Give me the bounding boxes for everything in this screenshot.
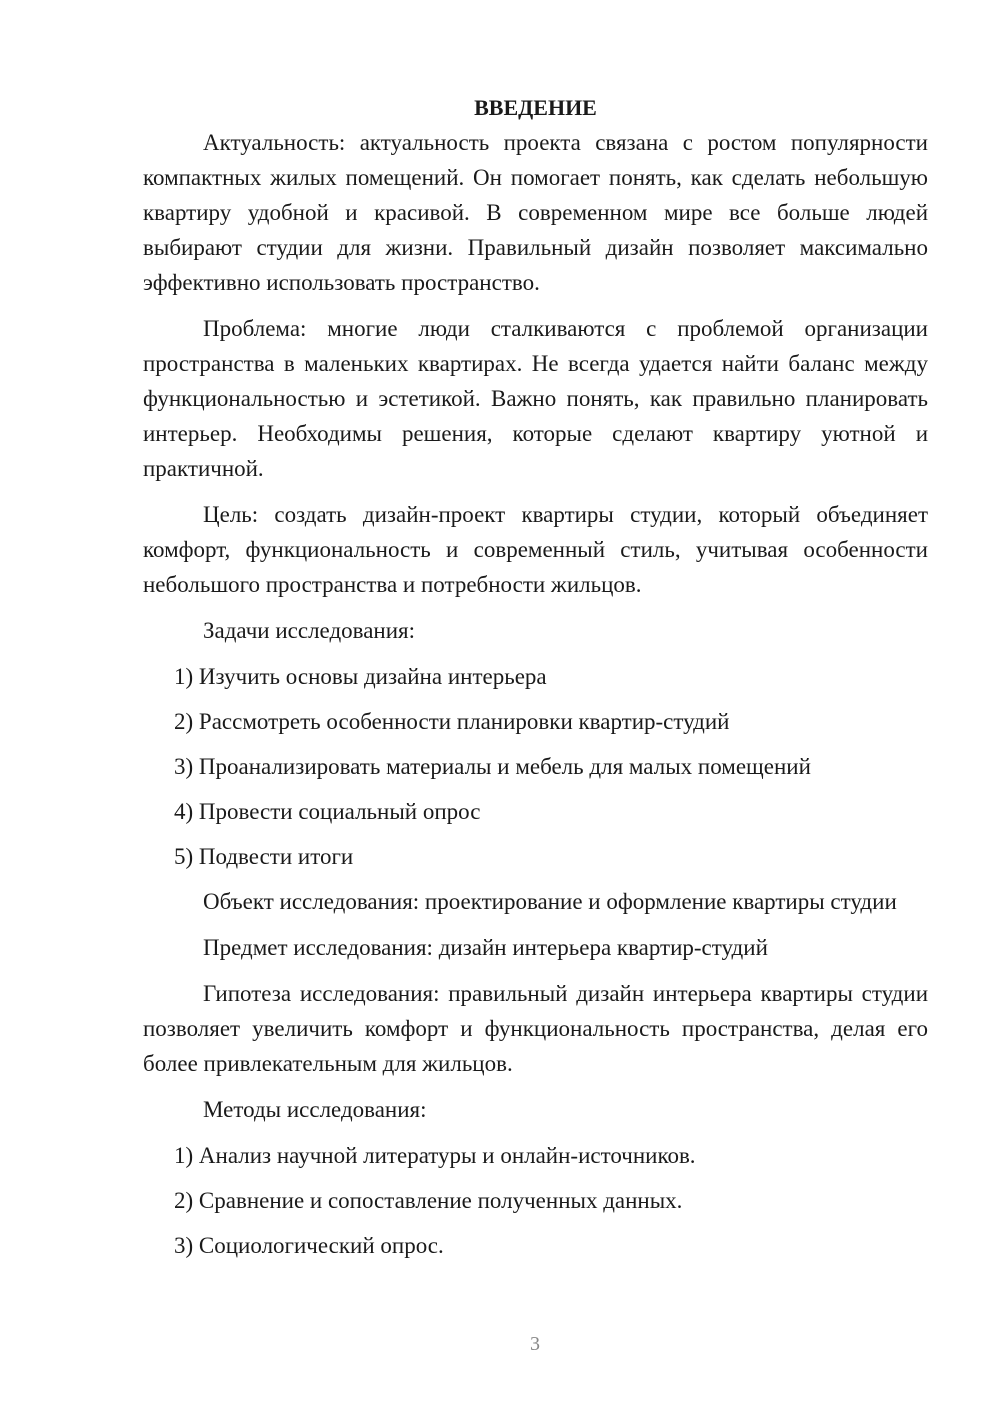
task-item: 1) Изучить основы дизайна интерьера bbox=[174, 664, 547, 689]
task-item: 5) Подвести итоги bbox=[174, 844, 354, 869]
method-item: 3) Социологический опрос. bbox=[174, 1233, 444, 1258]
method-item: 1) Анализ научной литературы и онлайн-источников. bbox=[174, 1143, 696, 1168]
object-paragraph: Объект исследования: проектирование и оформление квартиры студии bbox=[203, 889, 897, 914]
hypothesis-paragraph: Гипотеза исследования: правильный дизайн интерьера квартиры студии позволяет увеличить комфорт и функциональность пространства, делая его более привлекательным для жильцов. bbox=[143, 981, 928, 1076]
task-item: 4) Провести социальный опрос bbox=[174, 799, 481, 824]
method-item: 2) Сравнение и сопоставление полученных данных. bbox=[174, 1188, 683, 1213]
subject-paragraph: Предмет исследования: дизайн интерьера квартир-студий bbox=[203, 935, 768, 960]
methods-heading: Методы исследования: bbox=[203, 1097, 427, 1122]
problem-paragraph: Проблема: многие люди сталкиваются с проблемой организации пространства в маленьких квартирах. Не всегда удается найти баланс между функциональностью и эстетикой. Важно понять, как правильно планировать интерьер. Необходимы решения, которые сделают квартиру уютной и практичной. bbox=[143, 316, 928, 481]
tasks-heading: Задачи исследования: bbox=[203, 618, 416, 643]
page-number: 3 bbox=[530, 1333, 540, 1355]
task-item: 3) Проанализировать материалы и мебель для малых помещений bbox=[174, 754, 811, 779]
page-title: ВВЕДЕНИЕ bbox=[474, 95, 597, 120]
relevance-paragraph: Актуальность: актуальность проекта связана с ростом популярности компактных жилых помещений. Он помогает понять, как сделать небольшую квартиру удобной и красивой. В современном мире все больше людей выбирают студии для жизни. Правильный дизайн позволяет максимально эффективно использовать пространство. bbox=[143, 130, 928, 295]
goal-paragraph: Цель: создать дизайн-проект квартиры студии, который объединяет комфорт, функциональность и современный стиль, учитывая особенности небольшого пространства и потребности жильцов. bbox=[143, 502, 928, 597]
task-item: 2) Рассмотреть особенности планировки квартир-студий bbox=[174, 709, 730, 734]
document-body bbox=[143, 90, 928, 1273]
